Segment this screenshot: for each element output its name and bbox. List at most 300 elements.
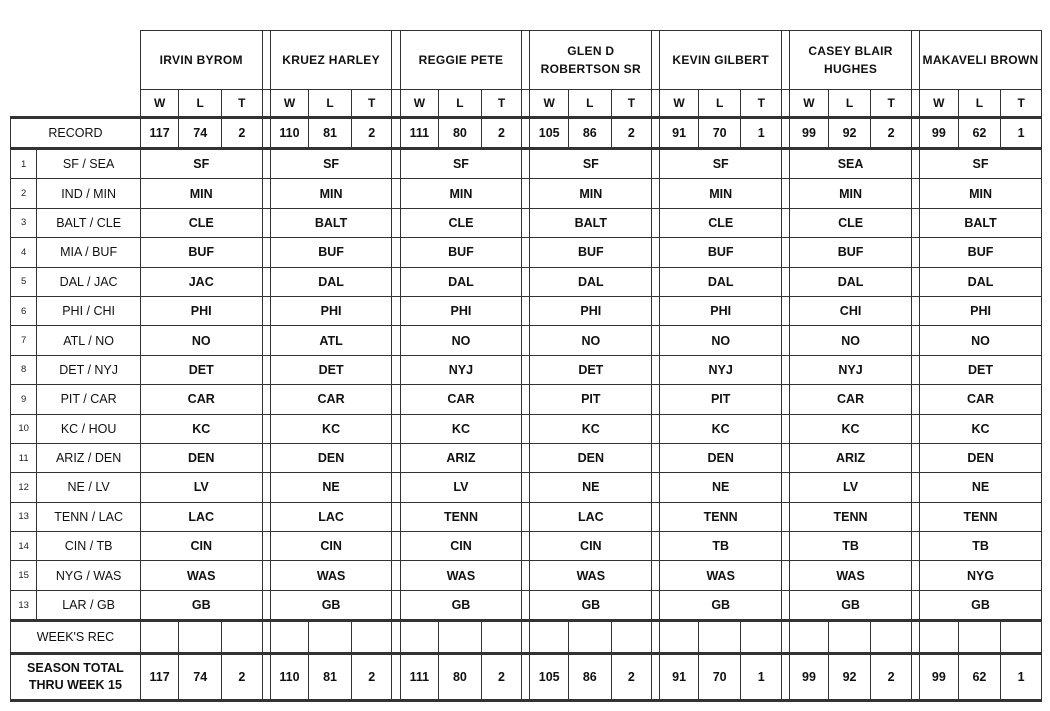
season-t: 1: [741, 654, 782, 701]
game-number: 14: [11, 532, 37, 561]
column-divider: [262, 208, 270, 237]
weeks-rec-w-cell: [660, 621, 699, 654]
column-divider: [782, 208, 790, 237]
player-pick: TENN: [660, 502, 782, 531]
weeks-rec-t-cell: [351, 621, 392, 654]
game-number: 2: [11, 179, 37, 208]
player-pick: PIT: [660, 385, 782, 414]
player-pick: CAR: [270, 385, 392, 414]
wlt-header: T: [611, 90, 652, 118]
player-pick: CIN: [400, 532, 522, 561]
game-row: [11, 473, 1042, 502]
column-divider: [262, 267, 270, 296]
player-pick: NE: [270, 473, 392, 502]
weeks-rec-w-cell: [920, 621, 959, 654]
column-divider: [652, 238, 660, 267]
player-pick: PHI: [270, 296, 392, 325]
column-divider: [392, 31, 400, 90]
game-number: 13: [11, 590, 37, 620]
game-matchup: MIA / BUF: [37, 238, 140, 267]
weeks-rec-row: [11, 621, 1042, 654]
player-name: KEVIN GILBERT: [660, 31, 782, 90]
player-pick: CAR: [400, 385, 522, 414]
column-divider: [782, 326, 790, 355]
season-w: 91: [660, 654, 699, 701]
record-l: 62: [958, 118, 1001, 149]
season-w: 99: [920, 654, 959, 701]
header-names-row: [11, 31, 1042, 90]
column-divider: [522, 179, 530, 208]
game-matchup: LAR / GB: [37, 590, 140, 620]
player-pick: DEN: [660, 443, 782, 472]
player-name: REGGIE PETE: [400, 31, 522, 90]
column-divider: [262, 385, 270, 414]
season-w: 105: [530, 654, 569, 701]
column-divider: [652, 590, 660, 620]
column-divider: [262, 90, 270, 118]
column-divider: [652, 208, 660, 237]
wlt-header: T: [741, 90, 782, 118]
column-divider: [522, 355, 530, 384]
game-row: [11, 590, 1042, 620]
column-divider: [911, 90, 919, 118]
column-divider: [652, 443, 660, 472]
game-matchup: KC / HOU: [37, 414, 140, 443]
column-divider: [911, 31, 919, 90]
column-divider: [392, 90, 400, 118]
column-divider: [262, 414, 270, 443]
player-pick: GB: [140, 590, 262, 620]
season-l: 70: [698, 654, 741, 701]
player-pick: NO: [530, 326, 652, 355]
column-divider: [911, 561, 919, 590]
column-divider: [262, 118, 270, 149]
game-matchup: NE / LV: [37, 473, 140, 502]
player-pick: CIN: [530, 532, 652, 561]
player-pick: CIN: [140, 532, 262, 561]
column-divider: [392, 414, 400, 443]
player-pick: TB: [920, 532, 1042, 561]
player-pick: WAS: [790, 561, 912, 590]
player-pick: GB: [270, 590, 392, 620]
season-w: 110: [270, 654, 309, 701]
player-name: CASEY BLAIR HUGHES: [790, 31, 912, 90]
season-t: 2: [611, 654, 652, 701]
column-divider: [262, 31, 270, 90]
column-divider: [911, 149, 919, 179]
record-w: 111: [400, 118, 439, 149]
player-pick: BUF: [270, 238, 392, 267]
game-matchup: SF / SEA: [37, 149, 140, 179]
player-pick: CLE: [140, 208, 262, 237]
player-pick: LAC: [140, 502, 262, 531]
player-pick: LAC: [530, 502, 652, 531]
column-divider: [782, 355, 790, 384]
column-divider: [392, 326, 400, 355]
player-pick: DAL: [270, 267, 392, 296]
column-divider: [262, 532, 270, 561]
column-divider: [392, 296, 400, 325]
player-pick: TENN: [400, 502, 522, 531]
player-pick: BUF: [660, 238, 782, 267]
column-divider: [522, 443, 530, 472]
weeks-rec-w-cell: [140, 621, 179, 654]
game-row: [11, 296, 1042, 325]
game-row: [11, 208, 1042, 237]
game-matchup: DET / NYJ: [37, 355, 140, 384]
column-divider: [392, 118, 400, 149]
wlt-header: W: [530, 90, 569, 118]
column-divider: [262, 296, 270, 325]
weeks-rec-l-cell: [179, 621, 222, 654]
record-l: 86: [568, 118, 611, 149]
player-pick: DAL: [530, 267, 652, 296]
column-divider: [262, 502, 270, 531]
player-pick: ARIZ: [400, 443, 522, 472]
column-divider: [652, 118, 660, 149]
column-divider: [782, 267, 790, 296]
wlt-header: T: [351, 90, 392, 118]
player-pick: NO: [920, 326, 1042, 355]
player-pick: CHI: [790, 296, 912, 325]
player-pick: PHI: [660, 296, 782, 325]
wlt-header: T: [481, 90, 522, 118]
record-w: 99: [920, 118, 959, 149]
column-divider: [652, 561, 660, 590]
column-divider: [782, 473, 790, 502]
player-pick: GB: [400, 590, 522, 620]
player-name: MAKAVELI BROWN: [920, 31, 1042, 90]
column-divider: [392, 355, 400, 384]
column-divider: [911, 355, 919, 384]
season-l: 80: [439, 654, 482, 701]
column-divider: [392, 267, 400, 296]
game-number: 13: [11, 502, 37, 531]
column-divider: [782, 621, 790, 654]
weeks-rec-w-cell: [790, 621, 829, 654]
column-divider: [652, 179, 660, 208]
weeks-rec-l-cell: [309, 621, 352, 654]
column-divider: [522, 590, 530, 620]
season-w: 117: [140, 654, 179, 701]
column-divider: [782, 532, 790, 561]
column-divider: [522, 208, 530, 237]
wlt-header: L: [828, 90, 871, 118]
game-matchup: DAL / JAC: [37, 267, 140, 296]
column-divider: [392, 179, 400, 208]
game-number: 9: [11, 385, 37, 414]
player-pick: NO: [790, 326, 912, 355]
player-pick: SEA: [790, 149, 912, 179]
wlt-header: W: [920, 90, 959, 118]
column-divider: [392, 473, 400, 502]
wlt-header: T: [1001, 90, 1042, 118]
weeks-rec-t-cell: [871, 621, 912, 654]
player-pick: LV: [790, 473, 912, 502]
game-matchup: CIN / TB: [37, 532, 140, 561]
player-pick: SF: [920, 149, 1042, 179]
column-divider: [911, 238, 919, 267]
record-label: RECORD: [11, 118, 141, 149]
column-divider: [782, 90, 790, 118]
column-divider: [392, 502, 400, 531]
column-divider: [911, 590, 919, 620]
player-pick: DEN: [530, 443, 652, 472]
player-pick: DEN: [920, 443, 1042, 472]
weeks-rec-l-cell: [828, 621, 871, 654]
season-l: 92: [828, 654, 871, 701]
player-name: GLEN D ROBERTSON SR: [530, 31, 652, 90]
wlt-header: W: [270, 90, 309, 118]
column-divider: [652, 296, 660, 325]
player-pick: BUF: [920, 238, 1042, 267]
column-divider: [782, 414, 790, 443]
game-number: 8: [11, 355, 37, 384]
corner-blank: [11, 31, 141, 90]
column-divider: [522, 654, 530, 701]
player-pick: DET: [530, 355, 652, 384]
column-divider: [522, 473, 530, 502]
player-pick: CAR: [140, 385, 262, 414]
weeks-rec-w-cell: [400, 621, 439, 654]
game-row: [11, 238, 1042, 267]
game-row: [11, 443, 1042, 472]
player-pick: DET: [140, 355, 262, 384]
pick-sheet-table: [10, 30, 1042, 702]
weeks-rec-t-cell: [611, 621, 652, 654]
player-pick: BUF: [400, 238, 522, 267]
column-divider: [262, 149, 270, 179]
column-divider: [522, 532, 530, 561]
game-row: [11, 326, 1042, 355]
game-row: [11, 267, 1042, 296]
player-pick: TB: [660, 532, 782, 561]
game-row: [11, 414, 1042, 443]
column-divider: [392, 149, 400, 179]
column-divider: [911, 532, 919, 561]
column-divider: [911, 502, 919, 531]
wlt-header: L: [439, 90, 482, 118]
player-pick: WAS: [400, 561, 522, 590]
wlt-header: W: [400, 90, 439, 118]
player-pick: MIN: [530, 179, 652, 208]
player-pick: DAL: [400, 267, 522, 296]
player-pick: TENN: [790, 502, 912, 531]
weeks-rec-l-cell: [958, 621, 1001, 654]
record-t: 2: [222, 118, 263, 149]
season-t: 2: [351, 654, 392, 701]
season-t: 1: [1001, 654, 1042, 701]
column-divider: [782, 443, 790, 472]
weeks-rec-label: WEEK'S REC: [11, 621, 141, 654]
player-pick: GB: [790, 590, 912, 620]
player-pick: KC: [530, 414, 652, 443]
weeks-rec-l-cell: [439, 621, 482, 654]
game-matchup: PIT / CAR: [37, 385, 140, 414]
wlt-header: W: [790, 90, 829, 118]
record-w: 117: [140, 118, 179, 149]
player-pick: CAR: [920, 385, 1042, 414]
player-pick: CAR: [790, 385, 912, 414]
column-divider: [392, 654, 400, 701]
record-t: 2: [351, 118, 392, 149]
season-l: 74: [179, 654, 222, 701]
column-divider: [782, 654, 790, 701]
column-divider: [911, 296, 919, 325]
season-l: 62: [958, 654, 1001, 701]
season-total-row: [11, 654, 1042, 701]
column-divider: [782, 561, 790, 590]
column-divider: [652, 532, 660, 561]
player-pick: GB: [530, 590, 652, 620]
player-pick: NYJ: [400, 355, 522, 384]
player-pick: LV: [400, 473, 522, 502]
game-number: 4: [11, 238, 37, 267]
player-pick: KC: [790, 414, 912, 443]
game-row: [11, 179, 1042, 208]
wlt-header: L: [179, 90, 222, 118]
record-w: 110: [270, 118, 309, 149]
column-divider: [522, 296, 530, 325]
player-pick: DAL: [660, 267, 782, 296]
column-divider: [782, 149, 790, 179]
column-divider: [652, 31, 660, 90]
player-pick: BUF: [140, 238, 262, 267]
game-number: 11: [11, 443, 37, 472]
header-wlt-row: [11, 90, 1042, 118]
player-pick: NO: [660, 326, 782, 355]
weeks-rec-t-cell: [481, 621, 522, 654]
column-divider: [262, 590, 270, 620]
player-pick: BUF: [530, 238, 652, 267]
season-t: 2: [481, 654, 522, 701]
player-pick: SF: [660, 149, 782, 179]
column-divider: [522, 414, 530, 443]
column-divider: [652, 502, 660, 531]
season-total-label: SEASON TOTAL THRU WEEK 15: [11, 654, 141, 701]
column-divider: [392, 208, 400, 237]
column-divider: [652, 267, 660, 296]
player-name: KRUEZ HARLEY: [270, 31, 392, 90]
player-pick: MIN: [270, 179, 392, 208]
column-divider: [522, 561, 530, 590]
column-divider: [911, 267, 919, 296]
record-t: 2: [871, 118, 912, 149]
weeks-rec-w-cell: [270, 621, 309, 654]
game-number: 1: [11, 149, 37, 179]
player-pick: NE: [660, 473, 782, 502]
player-pick: TENN: [920, 502, 1042, 531]
column-divider: [262, 443, 270, 472]
player-pick: PHI: [920, 296, 1042, 325]
season-t: 2: [871, 654, 912, 701]
season-w: 99: [790, 654, 829, 701]
game-matchup: IND / MIN: [37, 179, 140, 208]
record-row: [11, 118, 1042, 149]
column-divider: [262, 179, 270, 208]
column-divider: [522, 149, 530, 179]
record-l: 80: [439, 118, 482, 149]
column-divider: [392, 590, 400, 620]
player-pick: NYG: [920, 561, 1042, 590]
column-divider: [782, 31, 790, 90]
column-divider: [911, 179, 919, 208]
player-pick: KC: [920, 414, 1042, 443]
column-divider: [652, 326, 660, 355]
player-pick: KC: [270, 414, 392, 443]
column-divider: [911, 621, 919, 654]
column-divider: [652, 621, 660, 654]
game-number: 15: [11, 561, 37, 590]
player-name: IRVIN BYROM: [140, 31, 262, 90]
game-matchup: NYG / WAS: [37, 561, 140, 590]
player-pick: GB: [920, 590, 1042, 620]
game-number: 6: [11, 296, 37, 325]
player-pick: DET: [270, 355, 392, 384]
column-divider: [911, 443, 919, 472]
game-row: [11, 149, 1042, 179]
player-pick: CIN: [270, 532, 392, 561]
player-pick: MIN: [400, 179, 522, 208]
season-l: 81: [309, 654, 352, 701]
column-divider: [262, 473, 270, 502]
player-pick: MIN: [790, 179, 912, 208]
player-pick: KC: [140, 414, 262, 443]
column-divider: [782, 179, 790, 208]
player-pick: WAS: [530, 561, 652, 590]
wlt-header: W: [140, 90, 179, 118]
column-divider: [262, 326, 270, 355]
game-number: 5: [11, 267, 37, 296]
player-pick: ATL: [270, 326, 392, 355]
column-divider: [911, 208, 919, 237]
player-pick: BALT: [530, 208, 652, 237]
record-w: 99: [790, 118, 829, 149]
column-divider: [392, 621, 400, 654]
column-divider: [652, 90, 660, 118]
game-matchup: BALT / CLE: [37, 208, 140, 237]
wlt-header: L: [568, 90, 611, 118]
player-pick: WAS: [140, 561, 262, 590]
player-pick: BUF: [790, 238, 912, 267]
record-w: 105: [530, 118, 569, 149]
column-divider: [782, 118, 790, 149]
game-matchup: PHI / CHI: [37, 296, 140, 325]
record-w: 91: [660, 118, 699, 149]
record-l: 74: [179, 118, 222, 149]
weeks-rec-t-cell: [1001, 621, 1042, 654]
record-l: 70: [698, 118, 741, 149]
column-divider: [911, 385, 919, 414]
player-pick: PIT: [530, 385, 652, 414]
player-pick: ARIZ: [790, 443, 912, 472]
record-t: 2: [611, 118, 652, 149]
player-pick: DEN: [140, 443, 262, 472]
player-pick: SF: [270, 149, 392, 179]
player-pick: CLE: [790, 208, 912, 237]
column-divider: [262, 355, 270, 384]
column-divider: [392, 532, 400, 561]
player-pick: KC: [660, 414, 782, 443]
game-row: [11, 561, 1042, 590]
game-row: [11, 532, 1042, 561]
weeks-rec-l-cell: [698, 621, 741, 654]
column-divider: [262, 561, 270, 590]
player-pick: WAS: [660, 561, 782, 590]
player-pick: NE: [920, 473, 1042, 502]
player-pick: DAL: [920, 267, 1042, 296]
column-divider: [522, 621, 530, 654]
